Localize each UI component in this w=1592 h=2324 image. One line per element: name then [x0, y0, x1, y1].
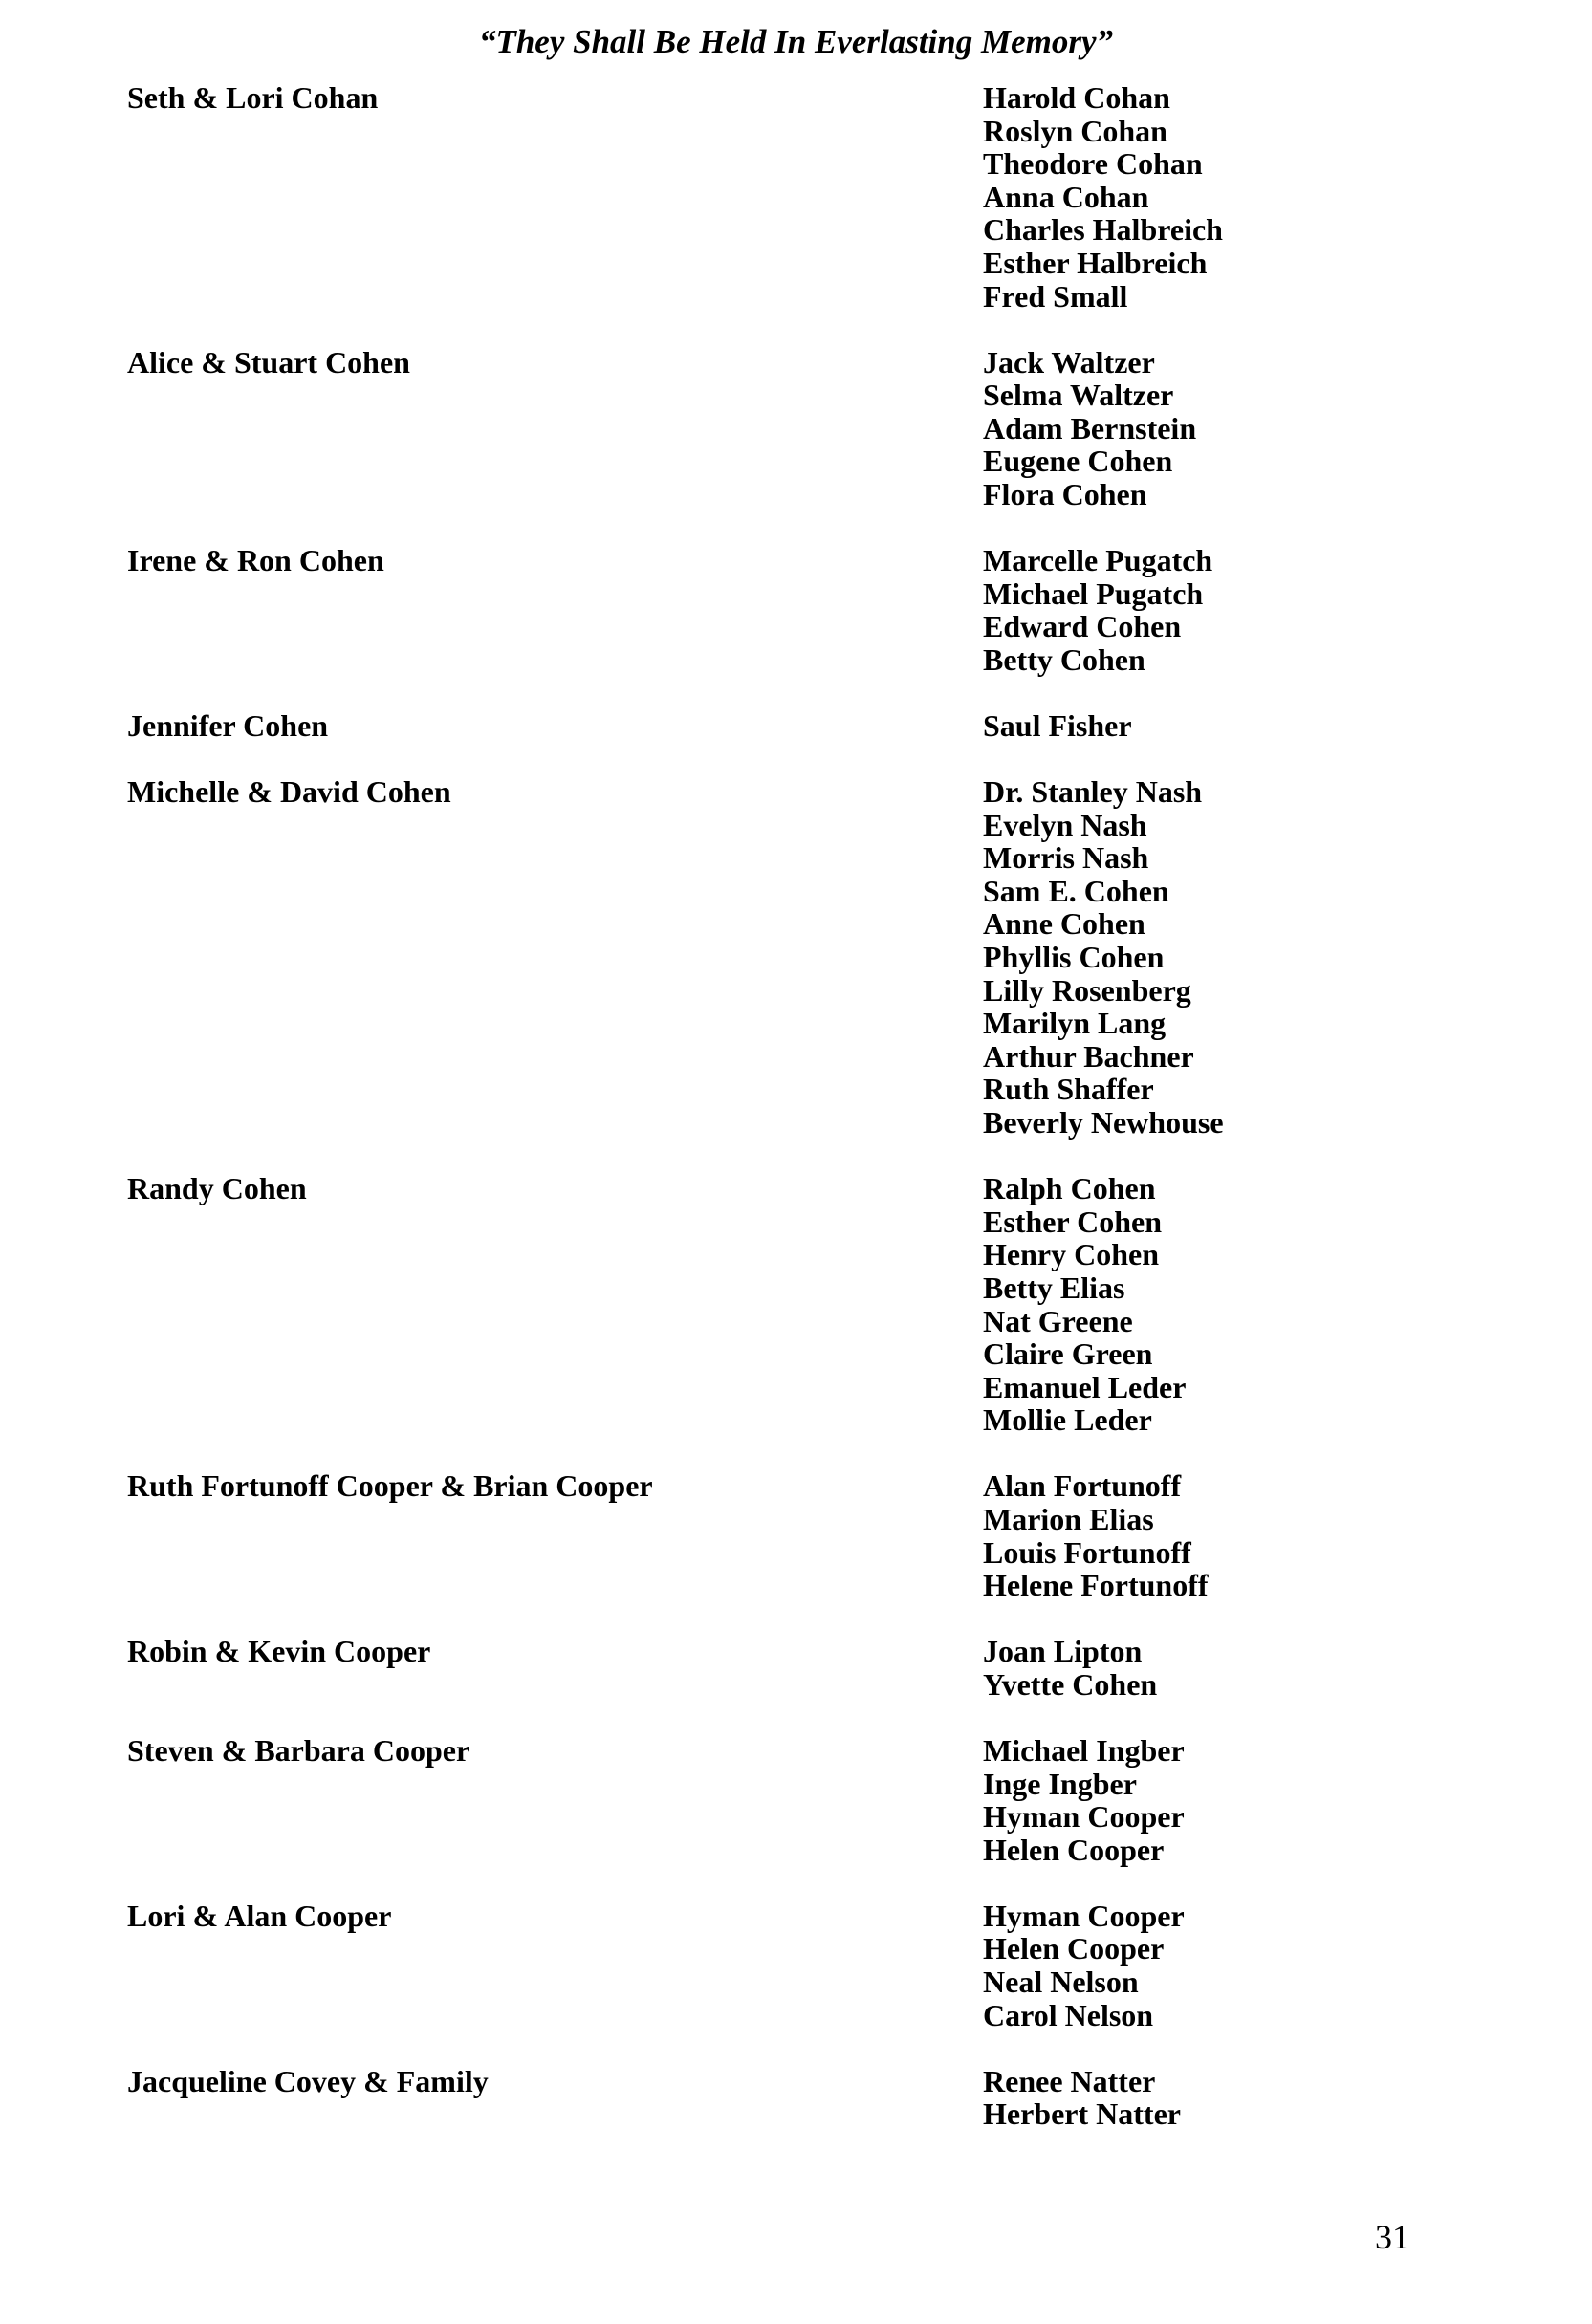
honoree-name: Charles Halbreich [983, 212, 1223, 248]
honoree-list [983, 1172, 1592, 1437]
honoree-name: Marion Elias [983, 1501, 1154, 1536]
memorial-entry [0, 81, 1592, 313]
honoree-name: Nat Greene [983, 1303, 1133, 1338]
honoree-list [983, 709, 1592, 743]
honoree-name: Michael Pugatch [983, 576, 1204, 611]
honoree-name: Yvette Cohen [983, 1666, 1158, 1702]
memorial-entry [0, 1900, 1592, 2031]
memorial-entry [0, 775, 1592, 1140]
honoree-name: Anne Cohen [983, 906, 1145, 942]
honoree-name: Neal Nelson [983, 1965, 1139, 1999]
donor-name: Seth & Lori Cohan [127, 80, 379, 115]
honoree-name: Michael Ingber [983, 1732, 1185, 1768]
honoree-name: Eugene Cohen [983, 444, 1173, 479]
honoree-name: Helen Cooper [983, 1832, 1165, 1867]
honoree-list [983, 1635, 1592, 1701]
honoree-name: Selma Waltzer [983, 378, 1174, 413]
memorial-entry [0, 1635, 1592, 1701]
honoree-name: Lilly Rosenberg [983, 972, 1191, 1008]
honoree-list [983, 81, 1592, 313]
honoree-name: Betty Elias [983, 1270, 1125, 1305]
honoree-name: Carol Nelson [983, 1997, 1154, 2032]
memorial-entry [0, 1469, 1592, 1601]
honoree-name: Esther Cohen [983, 1204, 1162, 1239]
honoree-name: Theodore Cohan [983, 146, 1203, 182]
donor-name: Irene & Ron Cohen [127, 543, 384, 578]
honoree-name: Beverly Newhouse [983, 1105, 1224, 1140]
memorial-entry [0, 709, 1592, 743]
honoree-name: Hyman Cooper [983, 1799, 1185, 1835]
honoree-list [983, 544, 1592, 676]
honoree-name: Helen Cooper [983, 1931, 1165, 1966]
honoree-name: Roslyn Cohan [983, 113, 1167, 148]
memorial-list [0, 81, 1592, 2163]
honoree-name: Arthur Bachner [983, 1038, 1194, 1074]
honoree-name: Jack Waltzer [983, 344, 1155, 380]
honoree-name: Herbert Natter [983, 2096, 1181, 2132]
honoree-name: Emanuel Leder [983, 1369, 1187, 1404]
honoree-name: Esther Halbreich [983, 245, 1208, 280]
donor-name: Alice & Stuart Cohen [127, 344, 410, 380]
honoree-name: Ruth Shaffer [983, 1072, 1154, 1107]
honoree-list [983, 346, 1592, 511]
honoree-name: Harold Cohan [983, 80, 1170, 115]
donor-name: Michelle & David Cohen [127, 774, 451, 810]
honoree-name: Flora Cohen [983, 477, 1147, 512]
donor-name: Steven & Barbara Cooper [127, 1732, 470, 1768]
memorial-entry [0, 2065, 1592, 2131]
honoree-name: Marilyn Lang [983, 1006, 1167, 1041]
donor-name: Lori & Alan Cooper [127, 1898, 392, 1933]
honoree-list [983, 1469, 1592, 1601]
honoree-name: Henry Cohen [983, 1237, 1159, 1272]
honoree-name: Phyllis Cohen [983, 940, 1165, 975]
honoree-name: Evelyn Nash [983, 807, 1147, 842]
honoree-name: Marcelle Pugatch [983, 543, 1213, 578]
honoree-name: Morris Nash [983, 840, 1149, 876]
honoree-name: Joan Lipton [983, 1634, 1143, 1669]
memorial-entry [0, 1734, 1592, 1866]
honoree-name: Saul Fisher [983, 708, 1132, 743]
honoree-name: Dr. Stanley Nash [983, 774, 1203, 810]
honoree-list [983, 775, 1592, 1140]
honoree-name: Mollie Leder [983, 1402, 1152, 1438]
honoree-name: Louis Fortunoff [983, 1534, 1191, 1570]
honoree-name: Alan Fortunoff [983, 1468, 1182, 1504]
honoree-list [983, 1900, 1592, 2031]
honoree-name: Anna Cohan [983, 179, 1149, 214]
honoree-name: Inge Ingber [983, 1766, 1137, 1801]
donor-name: Robin & Kevin Cooper [127, 1634, 431, 1669]
memorial-entry [0, 544, 1592, 676]
honoree-name: Edward Cohen [983, 609, 1182, 644]
honoree-name: Helene Fortunoff [983, 1568, 1209, 1603]
donor-name: Jacqueline Covey & Family [127, 2063, 489, 2098]
donor-name: Jennifer Cohen [127, 708, 329, 743]
honoree-name: Fred Small [983, 278, 1128, 314]
memorial-entry [0, 346, 1592, 511]
honoree-name: Hyman Cooper [983, 1898, 1185, 1933]
honoree-list [983, 2065, 1592, 2131]
honoree-name: Renee Natter [983, 2063, 1156, 2098]
honoree-name: Sam E. Cohen [983, 873, 1169, 908]
page-title: “They Shall Be Held In Everlasting Memory” [478, 23, 1114, 60]
donor-name: Randy Cohen [127, 1171, 307, 1206]
honoree-name: Claire Green [983, 1336, 1153, 1372]
honoree-name: Ralph Cohen [983, 1171, 1156, 1206]
donor-name: Ruth Fortunoff Cooper & Brian Cooper [127, 1468, 653, 1504]
memorial-entry [0, 1172, 1592, 1437]
honoree-name: Adam Bernstein [983, 410, 1197, 445]
honoree-name: Betty Cohen [983, 641, 1145, 677]
honoree-list [983, 1734, 1592, 1866]
page-number: 31 [1375, 2218, 1409, 2256]
